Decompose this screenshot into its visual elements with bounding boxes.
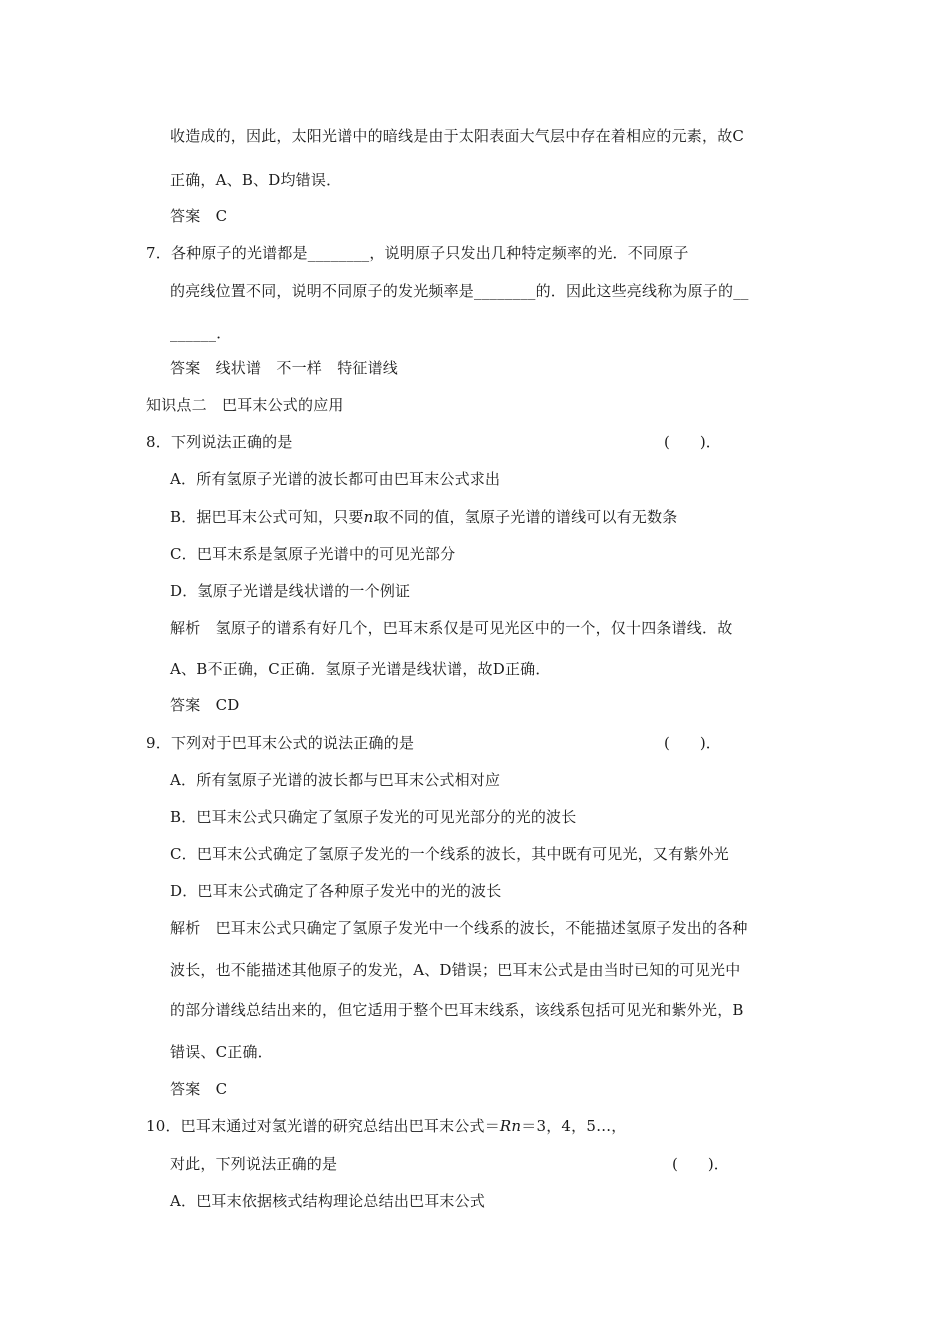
question-10-text: ＝3，4，5…， [521,1117,627,1135]
explanation-line: 错误、C正确． [170,1043,273,1061]
explanation-line: 波长，也不能描述其他原子的发光，A、D错误；巴耳末公式是由当时已知的可见光中 [170,961,741,979]
option-b-text: 取不同的值，氢原子光谱的谱线可以有无数条 [373,508,678,526]
answer-line: 答案 C [170,207,228,225]
variable-r: R [499,1117,512,1135]
option-d: D．氢原子光谱是线状谱的一个例证 [170,582,411,600]
question-10-stem [146,1116,627,1136]
question-10-line: 对此，下列说法正确的是 [170,1155,338,1173]
question-9-answer-paren: ( )． [664,734,721,752]
question-7-line: ______． [170,324,232,342]
variable-n: n [363,508,374,526]
question-7-stem: 7．各种原子的光谱都是________，说明原子只发出几种特定频率的光．不同原子 [146,244,689,262]
option-a: A．所有氢原子光谱的波长都与巴耳末公式相对应 [170,771,501,789]
text-line: 正确，A、B、D均错误． [170,171,342,189]
option-d: D．巴耳末公式确定了各种原子发光中的光的波长 [170,882,502,900]
text-line: 收造成的，因此，太阳光谱中的暗线是由于太阳表面大气层中存在着相应的元素，故C [170,127,745,145]
question-7-line: 的亮线位置不同，说明不同原子的发光频率是________的．因此这些亮线称为原子的__ [170,282,749,300]
section-heading: 知识点二 巴耳末公式的应用 [146,396,344,414]
question-9-stem: 9．下列对于巴耳末公式的说法正确的是 [146,734,415,752]
question-9-answer: 答案 C [170,1080,228,1098]
explanation-line: 解析 巴耳末公式只确定了氢原子发光中一个线系的波长，不能描述氢原子发出的各种 [170,919,748,937]
option-c: C．巴耳末公式确定了氢原子发光的一个线系的波长，其中既有可见光，又有紫外光 [170,845,729,863]
option-b: B．巴耳末公式只确定了氢原子发光的可见光部分的光的波长 [170,808,577,826]
question-10-answer-paren: ( )． [672,1155,729,1173]
option-b-text: B．据巴耳末公式可知，只要 [170,508,364,526]
option-b [170,507,678,527]
option-c: C．巴耳末系是氢原子光谱中的可见光部分 [170,545,456,563]
variable-n: n [511,1117,522,1135]
explanation-line: 解析 氢原子的谱系有好几个，巴耳末系仅是可见光区中的一个，仅十四条谱线．故 [170,619,733,637]
question-8-answer-paren: ( )． [664,433,721,451]
question-10-text: 10．巴耳末通过对氢光谱的研究总结出巴耳末公式＝ [146,1117,500,1135]
question-8-answer: 答案 CD [170,696,240,714]
explanation-line: A、B不正确，C正确．氢原子光谱是线状谱，故D正确． [170,660,551,678]
question-7-answer: 答案 线状谱 不一样 特征谱线 [170,359,399,377]
option-a: A．巴耳末依据核式结构理论总结出巴耳末公式 [170,1192,486,1210]
question-8-stem: 8．下列说法正确的是 [146,433,293,451]
explanation-line: 的部分谱线总结出来的，但它适用于整个巴耳末线系，该线系包括可见光和紫外光，B [170,1001,744,1019]
option-a: A．所有氢原子光谱的波长都可由巴耳末公式求出 [170,470,501,488]
